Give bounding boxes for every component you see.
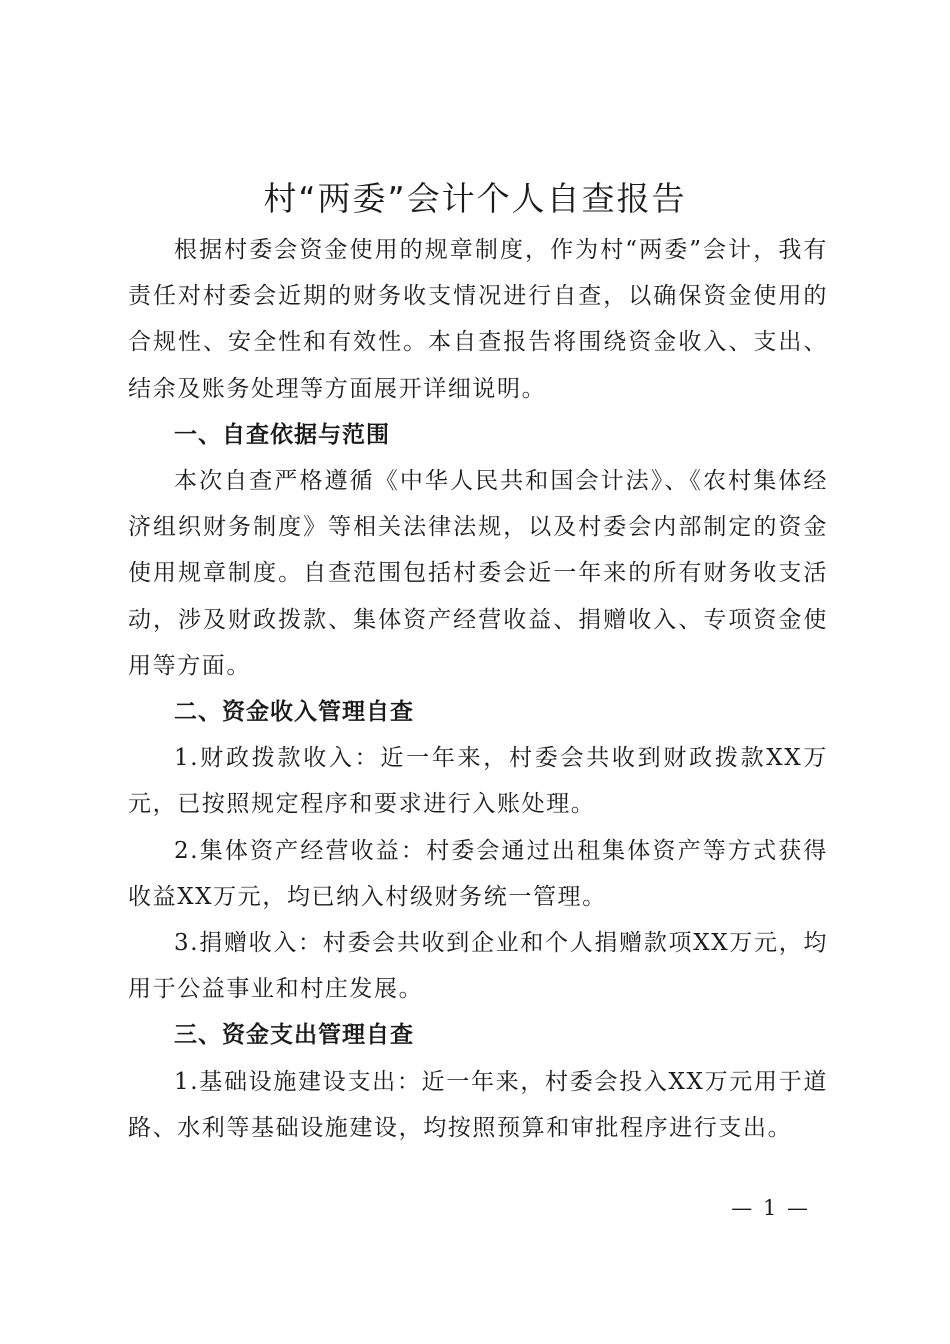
section-heading-basis-scope: 一、自查依据与范围 [174, 421, 390, 448]
document-body [128, 227, 828, 1151]
income-item-fiscal: 1.财政拨款收入：近一年来，村委会共收到财政拨款XX万元，已按照规定程序和要求进行入账处理。 [128, 745, 828, 818]
intro-paragraph: 根据村委会资金使用的规章制度，作为村“两委”会计，我有责任对村委会近期的财务收支情况进行自查，以确保资金使用的合规性、安全性和有效性。本自查报告将围绕资金收入、支出、结余及账务处理等方面展开详细说明。 [128, 237, 828, 402]
basis-scope-paragraph: 本次自查严格遵循《中华人民共和国会计法》、《农村集体经济组织财务制度》等相关法律法规，以及村委会内部制定的资金使用规章制度。自查范围包括村委会近一年来的所有财务收支活动，涉及财政拨款、集体资产经营收益、捐赠收入、专项资金使用等方面。 [128, 468, 828, 679]
expenditure-item-infrastructure: 1.基础设施建设支出：近一年来，村委会投入XX万元用于道路、水利等基础设施建设，均按照预算和审批程序进行支出。 [128, 1068, 828, 1141]
section-heading-expenditure: 三、资金支出管理自查 [174, 1022, 414, 1049]
income-item-donations: 3.捐赠收入：村委会共收到企业和个人捐赠款项XX万元，均用于公益事业和村庄发展。 [128, 930, 828, 1003]
income-item-assets: 2.集体资产经营收益：村委会通过出租集体资产等方式获得收益XX万元，均已纳入村级财务统一管理。 [128, 837, 828, 910]
document-title: 村“两委”会计个人自查报告 [263, 179, 687, 218]
page-number: — 1 — [731, 1196, 810, 1220]
section-heading-income: 二、资金收入管理自查 [174, 699, 414, 726]
